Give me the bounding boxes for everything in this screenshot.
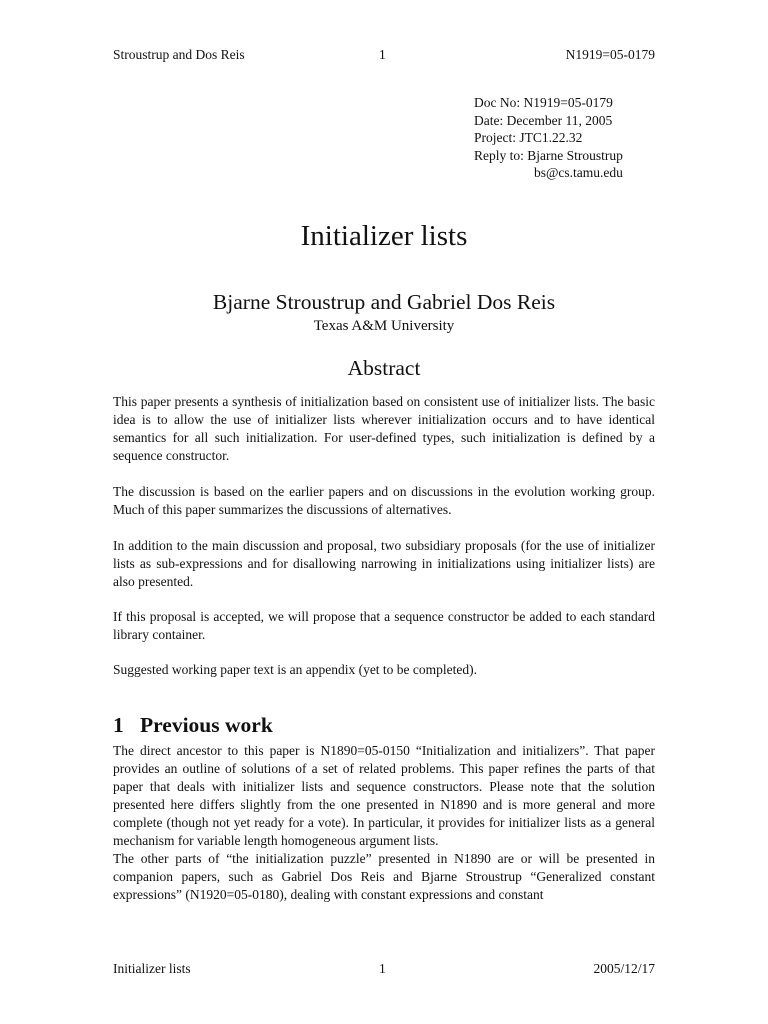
- abstract-paragraph-4: If this proposal is accepted, we will propose that a sequence constructor be added to each standard library container.: [113, 609, 655, 642]
- footer-title: Initializer lists: [113, 961, 191, 976]
- abstract-heading: Abstract: [347, 356, 421, 380]
- section-1-paragraph-2: The other parts of “the initialization puzzle” presented in N1890 are or will be presented in companion papers, such as Gabriel Dos Reis and Bjarne Stroustrup “Generalized constant expressions” (N1920=05-0180), dealing with constant expressions and constant: [113, 851, 655, 902]
- section-1-paragraph-1: The direct ancestor to this paper is N1890=05-0150 “Initialization and initializers”. That paper provides an outline of solutions of a set of related problems. This paper refines the parts of that paper that deals with initializer lists and sequence constructors. Please note that the solution presented here differs slightly from the one presented in N1890 and is more general and more complete (though not yet ready for a vote). In particular, it provides for initializer lists as a general mechanism for variable length homogeneous argument lists.: [113, 743, 655, 848]
- doc-number: Doc No: N1919=05-0179: [474, 95, 613, 110]
- header-doc-number: N1919=05-0179: [565, 47, 655, 62]
- doc-project: Project: JTC1.22.32: [474, 130, 583, 145]
- abstract-paragraph-2: The discussion is based on the earlier papers and on discussions in the evolution working group. Much of this paper summarizes the discussions of alternatives.: [113, 484, 655, 517]
- author-affiliation: Texas A&M University: [313, 318, 455, 334]
- section-1-title: Previous work: [140, 713, 273, 737]
- paper-authors: Bjarne Stroustrup and Gabriel Dos Reis: [212, 290, 556, 314]
- doc-email: bs@cs.tamu.edu: [534, 165, 623, 180]
- document-info-block: [474, 94, 623, 182]
- header-authors: Stroustrup and Dos Reis: [113, 47, 245, 62]
- abstract-paragraph-3: In addition to the main discussion and proposal, two subsidiary proposals (for the use of initializer lists as sub-expressions and for disallowing narrowing in initializations using initializer lists) are also presented.: [113, 538, 655, 589]
- page-header: [113, 47, 655, 63]
- page-footer: [113, 961, 655, 977]
- doc-date: Date: December 11, 2005: [474, 112, 613, 128]
- header-page-number: 1: [379, 47, 386, 62]
- section-1-body: [113, 742, 655, 904]
- footer-date: 2005/12/17: [593, 961, 655, 976]
- doc-reply-to: Reply to: Bjarne Stroustrup: [474, 147, 623, 163]
- section-1-number: 1: [113, 713, 124, 737]
- abstract-paragraph-1: This paper presents a synthesis of initialization based on consistent use of initializer lists. The basic idea is to allow the use of initializer lists wherever initialization occurs and to have identical semantics for all such initialization. For user-defined types, such initialization is defined by a sequence constructor.: [113, 394, 655, 463]
- paper-title: Initializer lists: [300, 220, 468, 252]
- footer-page-number: 1: [379, 961, 386, 976]
- section-1-heading: [113, 711, 273, 739]
- abstract-paragraph-5: Suggested working paper text is an appendix (yet to be completed).: [113, 662, 478, 677]
